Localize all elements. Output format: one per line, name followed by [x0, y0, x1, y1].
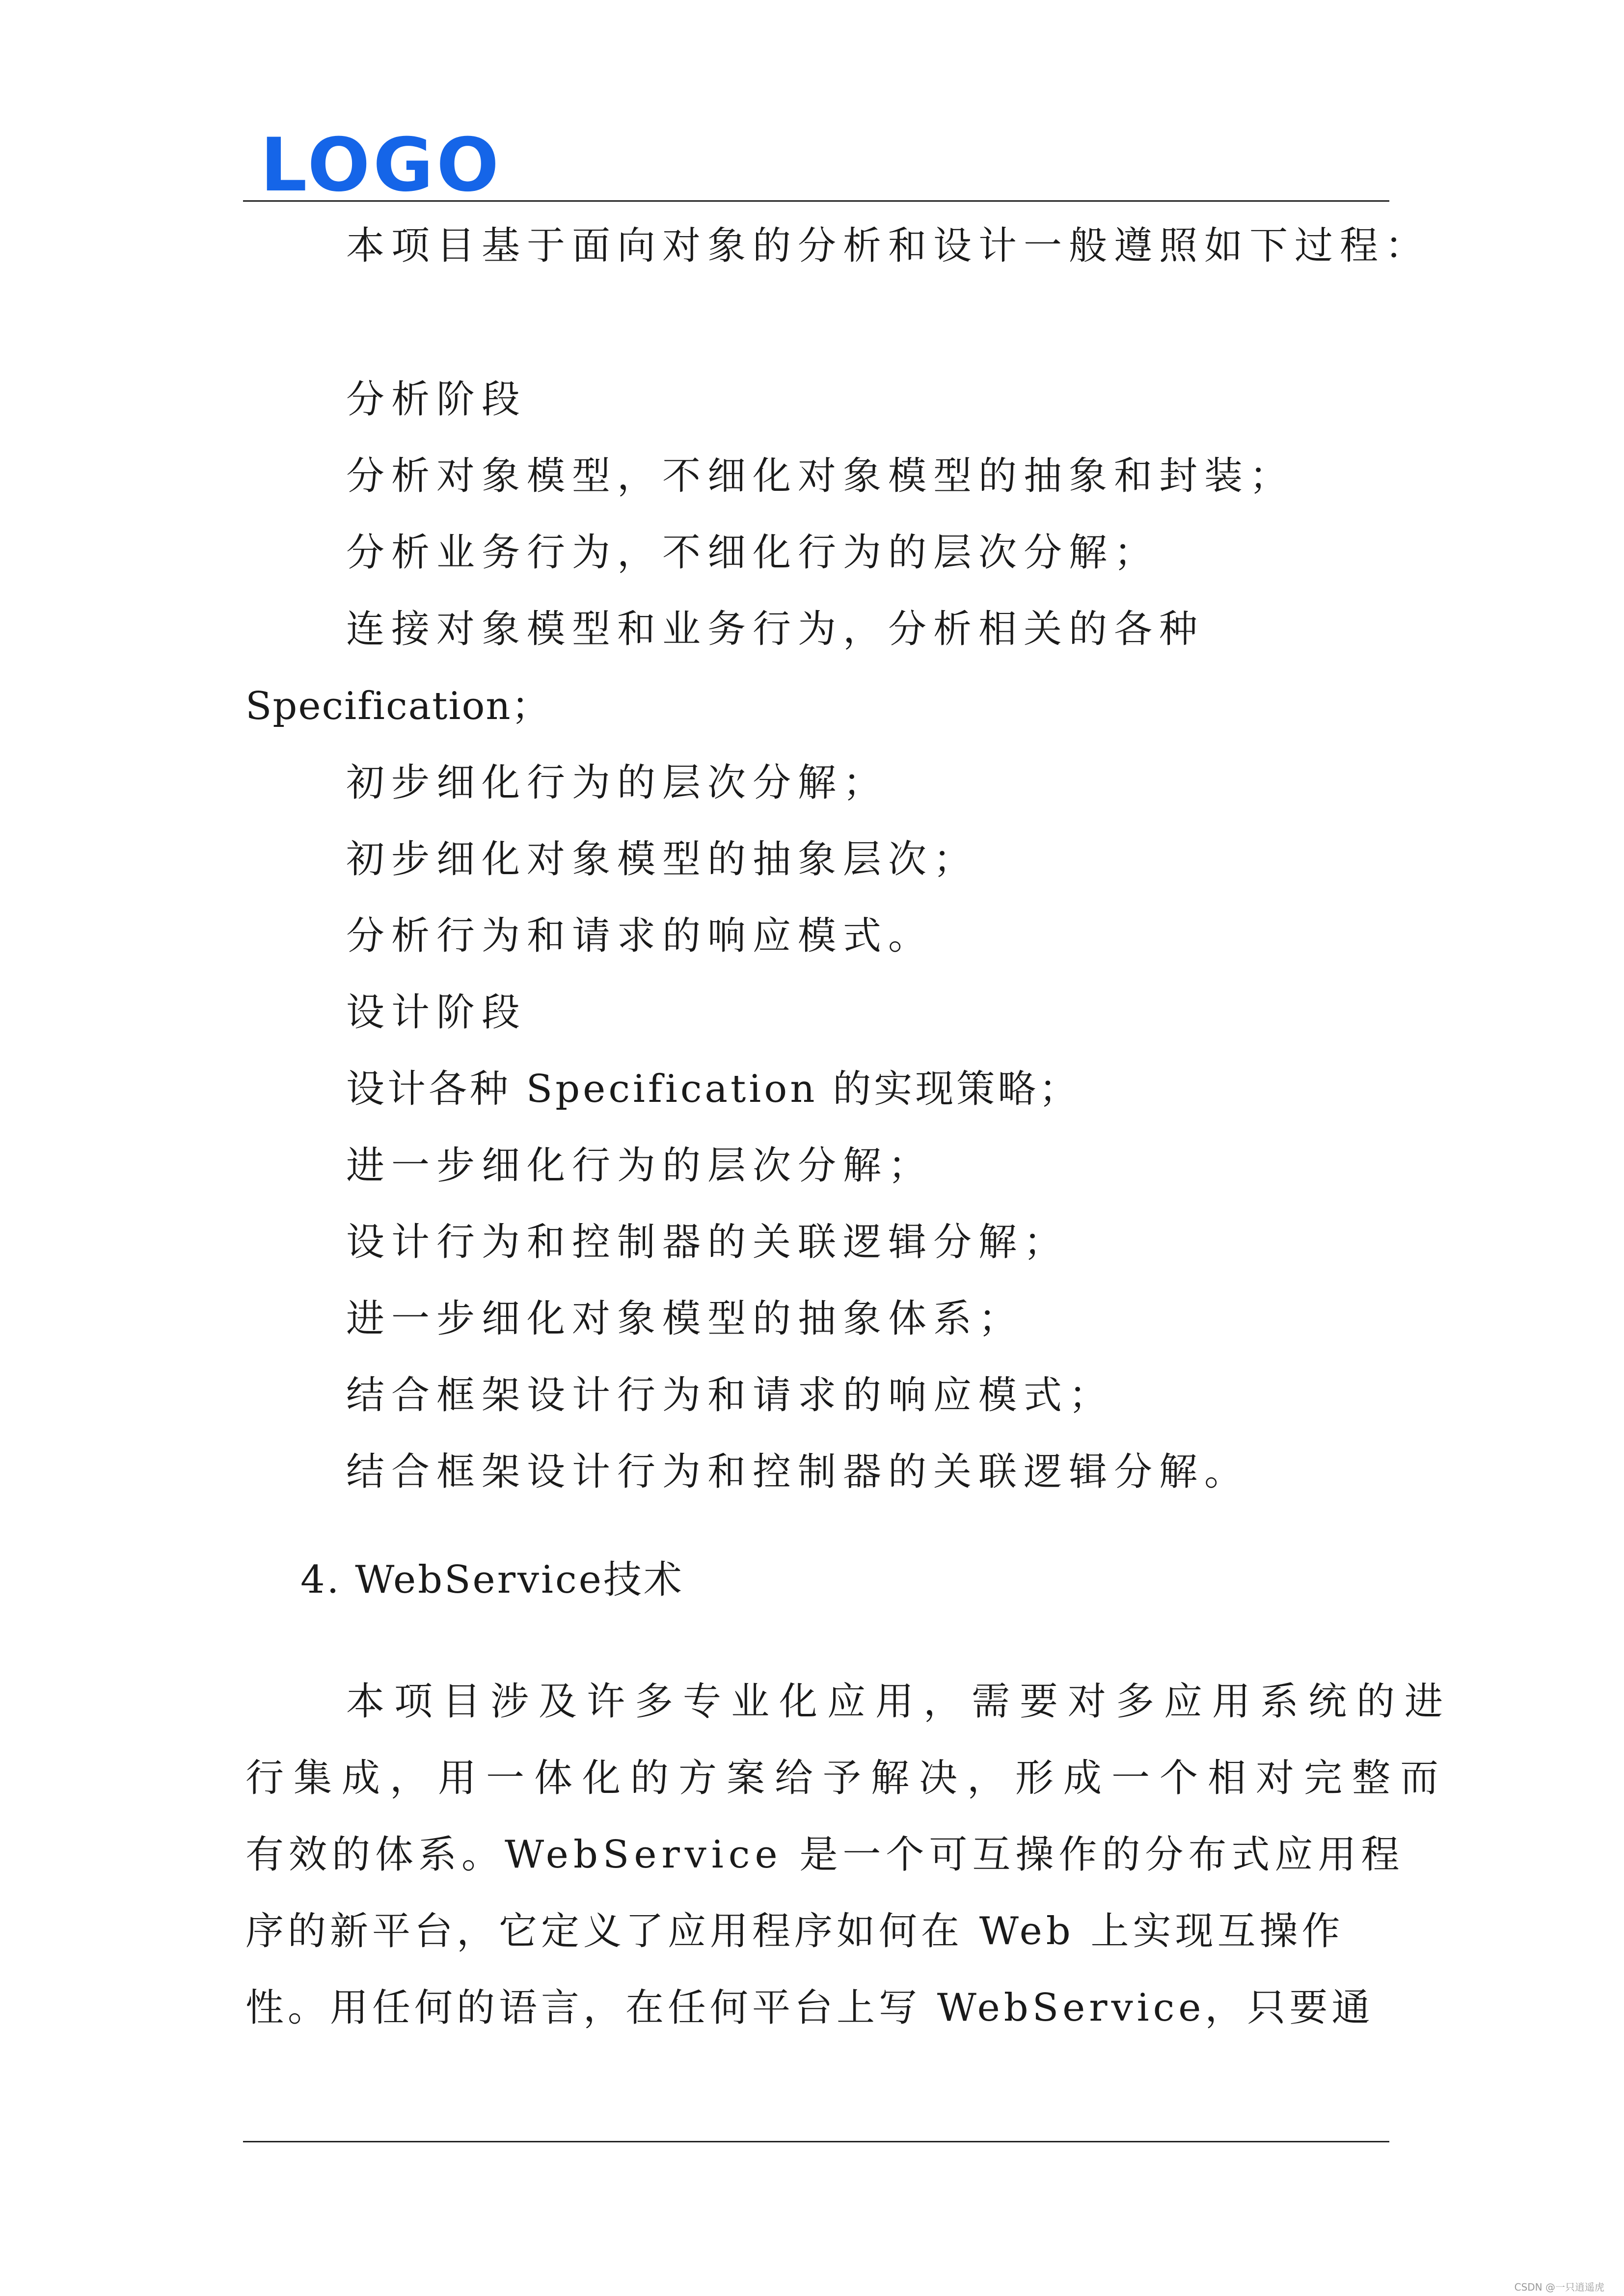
intro-text: 本项目基于面向对象的分析和设计一般遵照如下过程： [346, 224, 1431, 268]
analysis-item: 分析业务行为，不细化行为的层次分解； [346, 531, 1160, 575]
design-title: 设计阶段 [346, 990, 527, 1035]
paragraph-line: 本项目涉及许多专业化应用，需要对多应用系统的进 [346, 1680, 1453, 1724]
analysis-item: 连接对象模型和业务行为，分析相关的各种 [346, 607, 1205, 651]
design-item: 进一步细化对象模型的抽象体系； [346, 1297, 1024, 1341]
logo: LOGO [260, 123, 502, 208]
analysis-item: 分析对象模型，不细化对象模型的抽象和封装； [346, 454, 1295, 498]
design-item: 结合框架设计行为和请求的响应模式； [346, 1373, 1114, 1417]
section-heading: 4. WebService技术 [300, 1558, 684, 1602]
paragraph-line: 有效的体系。WebService 是一个可互操作的分布式应用程 [245, 1833, 1405, 1877]
header-rule [243, 200, 1389, 202]
paragraph-line: 行集成，用一体化的方案给予解决，形成一个相对完整而 [245, 1756, 1449, 1800]
analysis-item: 初步细化行为的层次分解； [346, 761, 889, 805]
design-item: 结合框架设计行为和控制器的关联逻辑分解。 [346, 1450, 1250, 1494]
analysis-item: 分析行为和请求的响应模式。 [346, 914, 934, 958]
design-item: 进一步细化行为的层次分解； [346, 1144, 934, 1188]
design-item: 设计各种 Specification 的实现策略； [346, 1067, 1081, 1111]
analysis-title: 分析阶段 [346, 377, 527, 422]
watermark: CSDN @一只逍遥虎 [1514, 2281, 1604, 2293]
analysis-item: 初步细化对象模型的抽象层次； [346, 837, 979, 881]
paragraph-line: 序的新平台，它定义了应用程序如何在 Web 上实现互操作 [245, 1909, 1344, 1953]
design-item: 设计行为和控制器的关联逻辑分解； [346, 1220, 1069, 1264]
paragraph-line: 性。用任何的语言，在任何平台上写 WebService，只要通 [245, 1986, 1374, 2030]
footer-rule [243, 2141, 1389, 2142]
analysis-item: Specification； [245, 684, 551, 728]
